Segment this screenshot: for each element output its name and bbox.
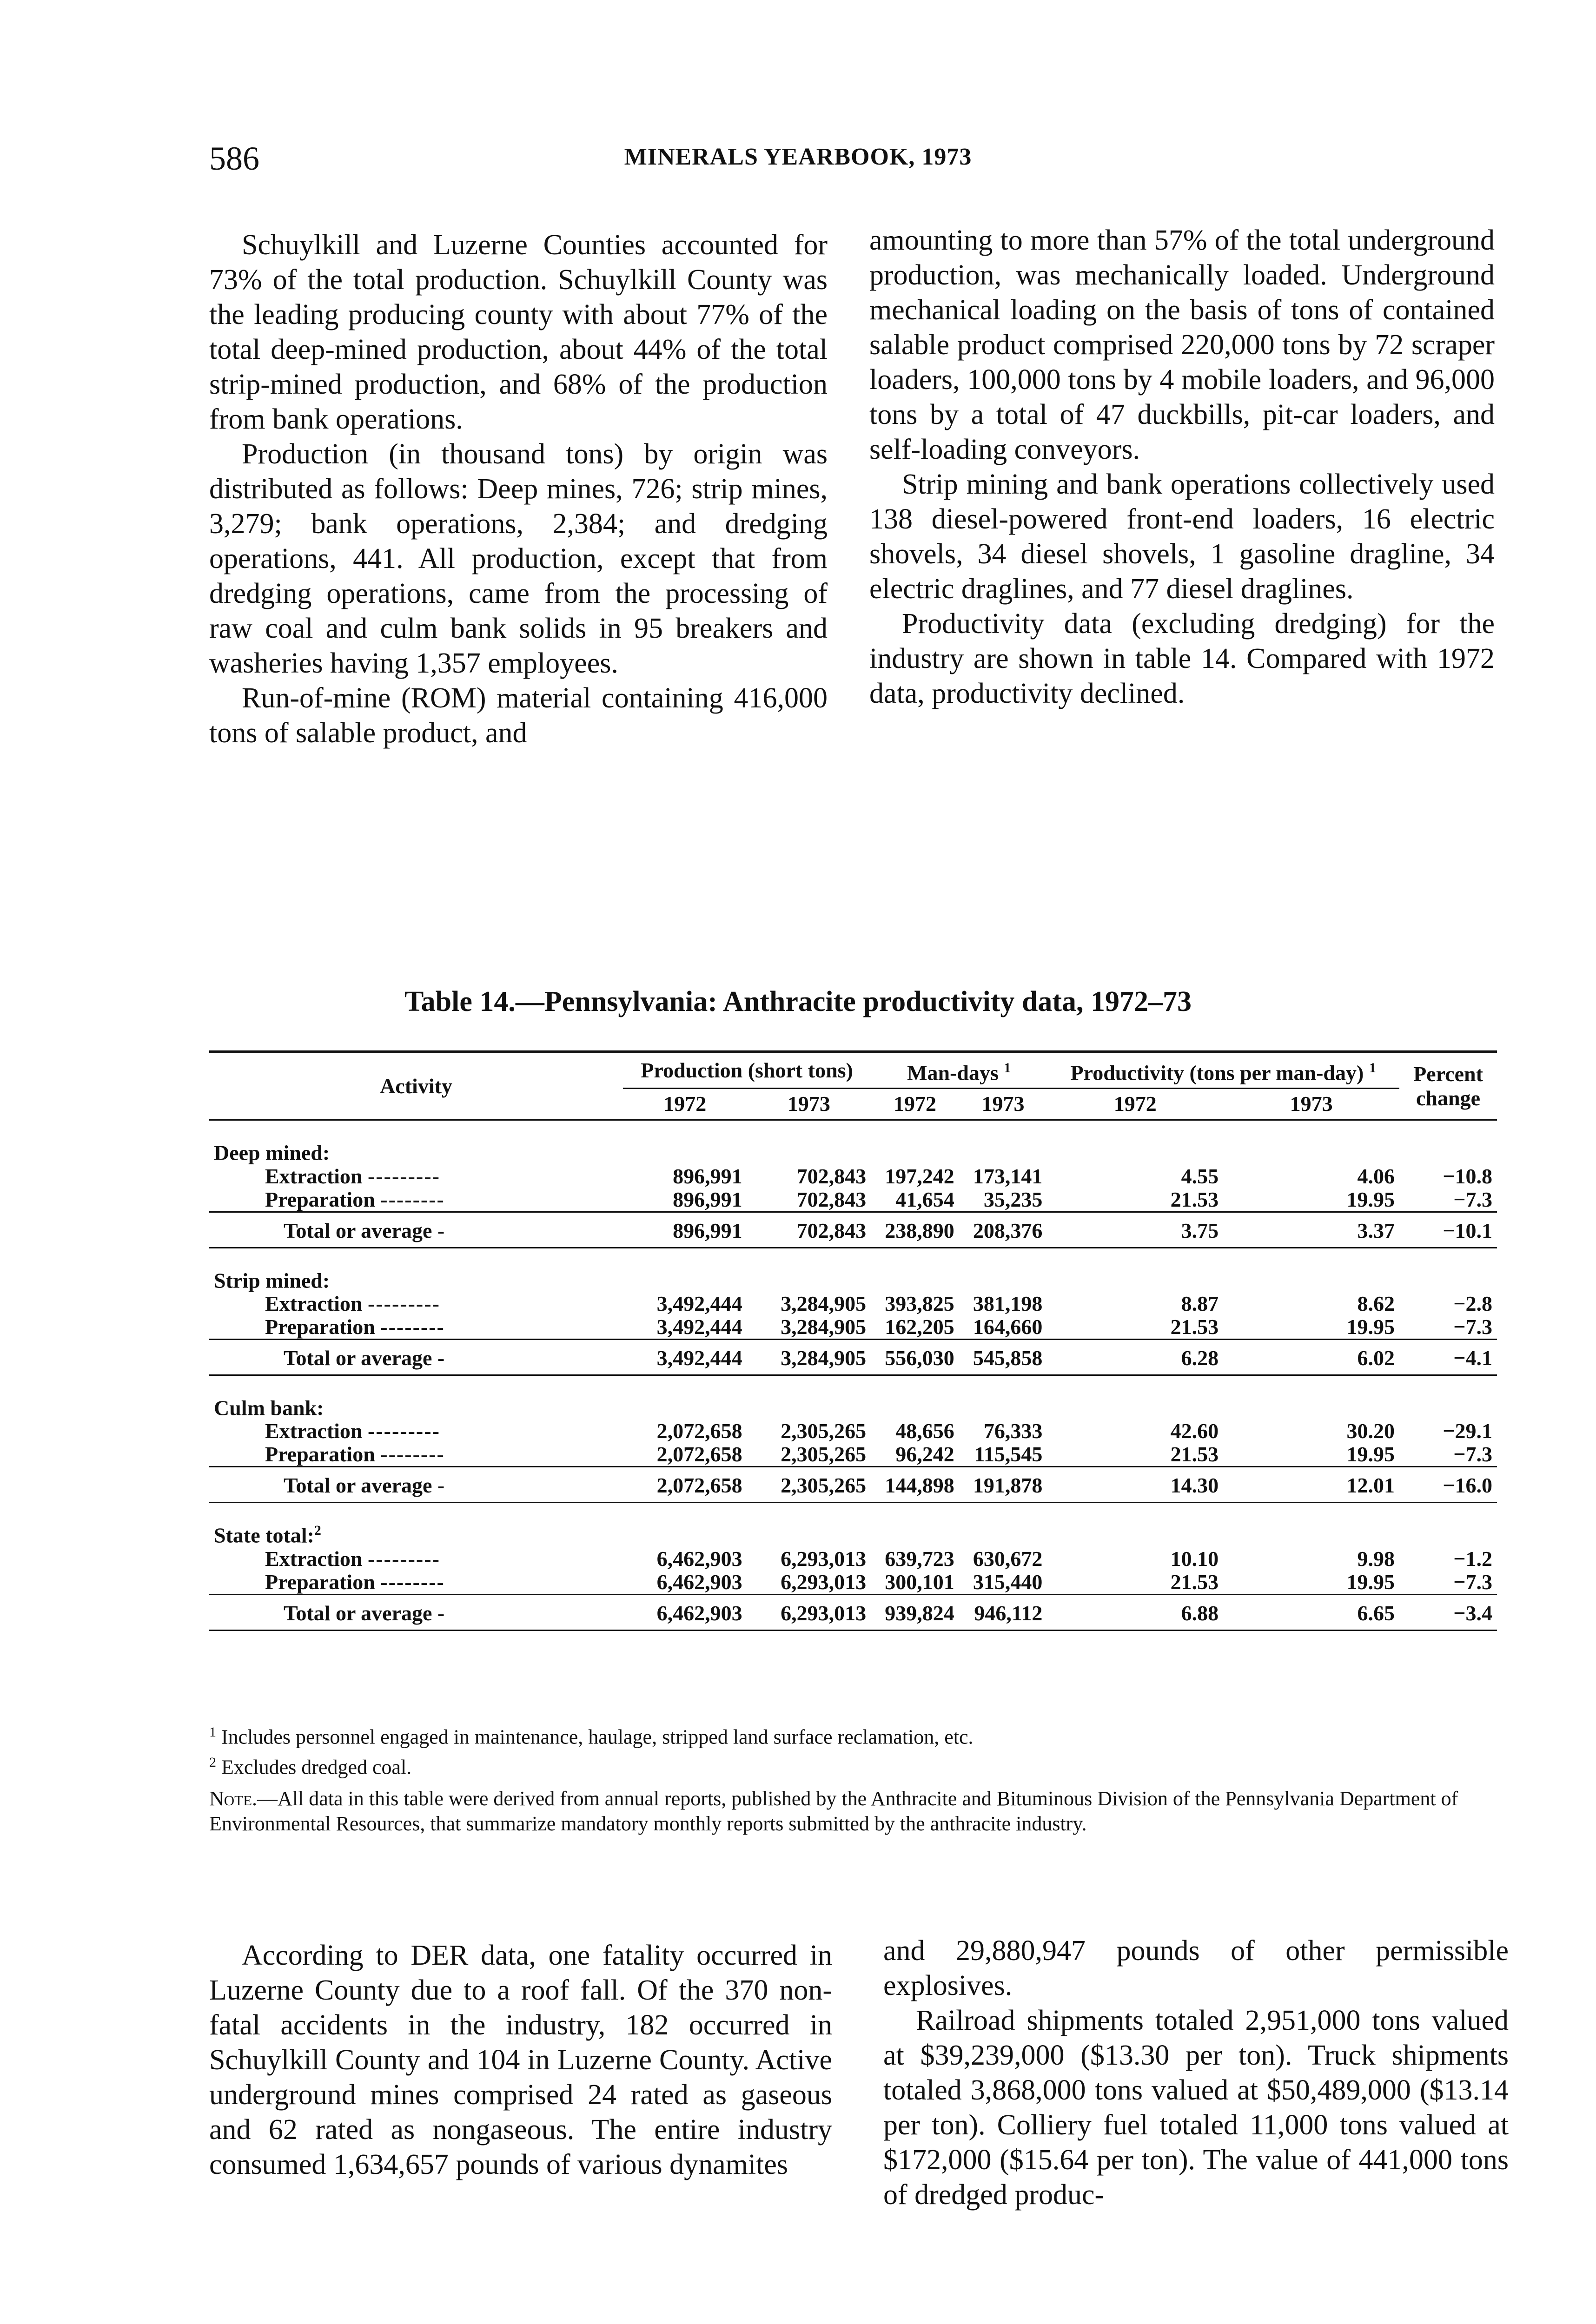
footnote-ref: 1 (1369, 1060, 1376, 1076)
table-cell: 21.53 (1170, 1570, 1219, 1594)
table-cell: 2,305,265 (781, 1419, 867, 1443)
paragraph: amounting to more than 57% of the total underground production, was mechanically loaded. Underground mechanical loading on the basis of tons of contained salable product comprised 220,000 tons by 72 scraper loaders, 100,000 tons by 4 mobile loaders, and 96,000 tons by a total of 47 duckbills, pit-car loaders, and self-loading conveyors. (869, 224, 1495, 465)
footnote (209, 1720, 1506, 1750)
table-cell: 21.53 (1170, 1187, 1219, 1211)
header-year: 1973 (981, 1092, 1025, 1116)
table-cell: 9.98 (1357, 1546, 1395, 1571)
row-label (209, 1547, 623, 1571)
table-row (209, 1443, 1497, 1467)
table-cell: 6,462,903 (623, 1594, 747, 1630)
table-cell: −7.3 (1453, 1442, 1492, 1466)
table-cell: 556,030 (871, 1339, 959, 1375)
table-cell: 173,141 (973, 1164, 1043, 1188)
leader-dots: --------- (368, 1419, 440, 1443)
table-cell: 896,991 (673, 1187, 742, 1211)
table-cell: 3.37 (1223, 1212, 1399, 1248)
leader-dots: -------- (380, 1187, 445, 1211)
table-cell: 630,672 (973, 1546, 1043, 1571)
table-cell: 896,991 (623, 1212, 747, 1248)
leader-dots: --------- (368, 1546, 440, 1571)
total-label (209, 1594, 623, 1630)
group-label (209, 1120, 1497, 1164)
table-row (209, 1547, 1497, 1571)
table-row (209, 1165, 1497, 1188)
table-cell: 3.75 (1047, 1212, 1223, 1248)
table-body (209, 1120, 1497, 1630)
table-cell: 144,898 (871, 1467, 959, 1503)
table-cell: 238,890 (871, 1212, 959, 1248)
table-cell: 939,824 (871, 1594, 959, 1630)
table-cell: 6,293,013 (747, 1594, 871, 1630)
row-label-text: Extraction (265, 1546, 363, 1571)
header-activity: Activity (380, 1074, 452, 1098)
table-cell: 946,112 (959, 1594, 1047, 1630)
table-cell: −10.1 (1399, 1212, 1497, 1248)
group-name: Strip mined: (214, 1268, 330, 1292)
row-label-text: Preparation (265, 1442, 375, 1466)
table-cell: 393,825 (885, 1291, 954, 1315)
table-cell: −7.3 (1453, 1314, 1492, 1339)
table-cell: 96,242 (895, 1442, 954, 1466)
total-label-text: Total or average (284, 1473, 432, 1498)
table-cell: −2.8 (1453, 1291, 1492, 1315)
table-cell: −7.3 (1453, 1570, 1492, 1594)
leader-dots: - (437, 1346, 446, 1370)
header-production: Production (short tons) (623, 1052, 871, 1089)
table-cell: 41,654 (895, 1187, 954, 1211)
right-column-bottom (883, 1934, 1509, 2212)
table-cell: 48,656 (895, 1419, 954, 1443)
table-cell: 6,462,903 (656, 1570, 742, 1594)
row-label-text: Preparation (265, 1570, 375, 1594)
row-label (209, 1419, 623, 1443)
group-name: State total: (214, 1523, 314, 1547)
table-cell: 164,660 (973, 1314, 1043, 1339)
table-cell: 19.95 (1346, 1442, 1395, 1466)
table-row (209, 1419, 1497, 1443)
note-text: —All data in this table were derived from annual reports, published by the Anthracite and Bituminous Division of the Pennsylvania Department of Environmental Resources, that summarize mandatory monthly reports submitted by the anthracite industry. (209, 1787, 1458, 1835)
group-row (209, 1503, 1497, 1547)
table-cell: 2,305,265 (747, 1467, 871, 1503)
table-cell: 3,492,444 (656, 1314, 742, 1339)
table-cell: 12.01 (1223, 1467, 1399, 1503)
table-cell: 6.28 (1047, 1339, 1223, 1375)
footnote-ref: 2 (314, 1523, 321, 1538)
table-cell: 3,284,905 (747, 1339, 871, 1375)
footnote-text: Excludes dredged coal. (221, 1756, 412, 1779)
row-label-text: Extraction (265, 1419, 363, 1443)
row-label (209, 1571, 623, 1595)
leader-dots: - (437, 1218, 446, 1242)
header-mandays (871, 1052, 1047, 1089)
header-mandays-label: Man-days (907, 1061, 999, 1085)
total-label-text: Total or average (284, 1346, 432, 1370)
table-row (209, 1188, 1497, 1212)
row-label-text: Preparation (265, 1314, 375, 1339)
table-cell: 14.30 (1047, 1467, 1223, 1503)
total-label (209, 1339, 623, 1375)
group-row (209, 1375, 1497, 1419)
paragraph: Run-of-mine (ROM) material containing 416,000 tons of salable product, and (209, 682, 828, 749)
table-cell: 19.95 (1346, 1187, 1395, 1211)
table-cell: 545,858 (959, 1339, 1047, 1375)
left-column-top (209, 228, 828, 751)
table-title: Table 14.—Pennsylvania: Anthracite productivity data, 1972–73 (404, 986, 1192, 1017)
total-label (209, 1212, 623, 1248)
table-note (209, 1786, 1506, 1836)
table-cell: 6.88 (1047, 1594, 1223, 1630)
table-cell: 381,198 (973, 1291, 1043, 1315)
table-cell: 21.53 (1170, 1314, 1219, 1339)
footnote (209, 1750, 1506, 1780)
table-cell: 21.53 (1170, 1442, 1219, 1466)
total-row (209, 1339, 1497, 1375)
table-row (209, 1315, 1497, 1340)
row-label (209, 1443, 623, 1467)
header-year: 1973 (1290, 1092, 1333, 1116)
table-cell: 702,843 (796, 1164, 867, 1188)
right-column-top (869, 223, 1495, 711)
row-label (209, 1165, 623, 1188)
row-label-text: Extraction (265, 1164, 363, 1188)
table-row (209, 1571, 1497, 1595)
footnote-text: Includes personnel engaged in maintenance, haulage, stripped land surface reclamation, etc. (221, 1725, 973, 1749)
group-row (209, 1120, 1497, 1164)
table-cell: 2,305,265 (781, 1442, 867, 1466)
table-cell: 2,072,658 (656, 1419, 742, 1443)
table-cell: 30.20 (1346, 1419, 1395, 1443)
header-productivity (1047, 1052, 1399, 1089)
table-cell: 3,492,444 (656, 1291, 742, 1315)
table-cell: 300,101 (885, 1570, 954, 1594)
running-title: MINERALS YEARBOOK, 1973 (624, 144, 972, 170)
table-cell: 6.02 (1223, 1339, 1399, 1375)
table-cell: 3,284,905 (781, 1314, 867, 1339)
table-cell: 115,545 (974, 1442, 1043, 1466)
table-cell: 6,293,013 (781, 1546, 867, 1571)
total-label-text: Total or average (284, 1218, 432, 1242)
table-cell: 896,991 (673, 1164, 742, 1188)
group-name: Culm bank: (214, 1396, 324, 1420)
table-cell: −4.1 (1399, 1339, 1497, 1375)
paragraph: According to DER data, one fatality occurred in Luzerne County due to a roof fall. Of the 370 non-fatal accidents in the industry, 182 occurred in Schuylkill County and 104 in Luzerne County. Active underground mines comprised 24 rated as gaseous and 62 rated as nongaseous. The entire industry consumed 1,634,657 pounds of various dynamites (209, 1940, 832, 2180)
table-cell: 639,723 (885, 1546, 954, 1571)
table-cell: −1.2 (1453, 1546, 1492, 1571)
header-percent-change: Percent change (1413, 1062, 1483, 1110)
total-label (209, 1467, 623, 1503)
group-label (209, 1503, 1497, 1547)
header-year: 1972 (1113, 1092, 1157, 1116)
table-notes (209, 1720, 1506, 1836)
table-cell: 315,440 (973, 1570, 1043, 1594)
table-cell: 197,242 (885, 1164, 954, 1188)
row-label-text: Preparation (265, 1187, 375, 1211)
header-year: 1972 (663, 1092, 707, 1116)
productivity-table (209, 1050, 1497, 1631)
table-row (209, 1292, 1497, 1315)
total-row (209, 1212, 1497, 1248)
leader-dots: - (437, 1601, 446, 1625)
footnote-mark: 1 (209, 1724, 216, 1740)
header-year: 1973 (787, 1092, 830, 1116)
paragraph: Schuylkill and Luzerne Counties accounted for 73% of the total production. Schuylkill County was the leading producing county with about 77% of the total deep-mined production, about 44% of the total strip-mined production, and 68% of the production from bank operations. (209, 229, 828, 435)
leader-dots: --------- (368, 1291, 440, 1315)
leader-dots: -------- (380, 1570, 445, 1594)
table-cell: 8.87 (1181, 1291, 1219, 1315)
row-label (209, 1188, 623, 1212)
table-cell: −3.4 (1399, 1594, 1497, 1630)
left-column-bottom (209, 1938, 832, 2182)
table-cell: 19.95 (1346, 1314, 1395, 1339)
table-cell: −7.3 (1453, 1187, 1492, 1211)
total-label-text: Total or average (284, 1601, 432, 1625)
header-productivity-label: Productivity (tons per man-day) (1070, 1061, 1364, 1085)
group-label (209, 1375, 1497, 1419)
table-cell: −16.0 (1399, 1467, 1497, 1503)
paragraph: Productivity data (excluding dredging) for the industry are shown in table 14. Compared with 1972 data, productivity declined. (869, 608, 1495, 709)
table-cell: −10.8 (1443, 1164, 1492, 1188)
table-cell: −29.1 (1443, 1419, 1492, 1443)
table-cell: 4.06 (1357, 1164, 1395, 1188)
table-cell: 191,878 (959, 1467, 1047, 1503)
page-number: 586 (209, 140, 259, 177)
leader-dots: --------- (368, 1164, 440, 1188)
leader-dots: -------- (380, 1442, 445, 1466)
row-label (209, 1292, 623, 1315)
table-cell: 35,235 (983, 1187, 1043, 1211)
table-cell: 6,462,903 (656, 1546, 742, 1571)
table-cell: 6,293,013 (781, 1570, 867, 1594)
table-cell: 4.55 (1181, 1164, 1219, 1188)
paragraph: Production (in thousand tons) by origin was distributed as follows: Deep mines, 726; strip mines, 3,279; bank operations, 2,384; and dredging operations, 441. All production, except that from dredging operations, came from the processing of raw coal and culm bank solids in 95 breakers and washeries having 1,357 employees. (209, 438, 828, 679)
group-row (209, 1248, 1497, 1292)
table-cell: 702,843 (747, 1212, 871, 1248)
group-label (209, 1248, 1497, 1292)
header-year: 1972 (893, 1092, 936, 1116)
total-row (209, 1467, 1497, 1503)
footnote-ref: 1 (1004, 1060, 1011, 1076)
footnote-mark: 2 (209, 1754, 216, 1770)
table-cell: 19.95 (1346, 1570, 1395, 1594)
paragraph: and 29,880,947 pounds of other permissible explosives. (883, 1935, 1509, 2001)
table-cell: 3,284,905 (781, 1291, 867, 1315)
table-cell: 8.62 (1357, 1291, 1395, 1315)
leader-dots: - (437, 1473, 446, 1498)
table-cell: 702,843 (796, 1187, 867, 1211)
table-cell: 6.65 (1223, 1594, 1399, 1630)
table-cell: 2,072,658 (623, 1467, 747, 1503)
table-cell: 10.10 (1170, 1546, 1219, 1571)
table-cell: 76,333 (983, 1419, 1043, 1443)
table-cell: 208,376 (959, 1212, 1047, 1248)
table-cell: 162,205 (885, 1314, 954, 1339)
leader-dots: -------- (380, 1314, 445, 1339)
row-label-text: Extraction (265, 1291, 363, 1315)
note-label: Note. (209, 1787, 258, 1810)
total-row (209, 1594, 1497, 1630)
paragraph: Railroad shipments totaled 2,951,000 tons valued at $39,239,000 ($13.30 per ton). Truck shipments totaled 3,868,000 tons valued at $50,489,000 ($13.14 per ton). Colliery fuel totaled 11,000 tons valued at $172,000 ($15.64 per ton). The value of 441,000 tons of dredged produc- (883, 2005, 1509, 2211)
table-cell: 3,492,444 (623, 1339, 747, 1375)
group-name: Deep mined: (214, 1141, 330, 1165)
table-cell: 2,072,658 (656, 1442, 742, 1466)
table-cell: 42.60 (1170, 1419, 1219, 1443)
row-label (209, 1315, 623, 1340)
paragraph: Strip mining and bank operations collectively used 138 diesel-powered front-end loaders, 16 electric shovels, 34 diesel shovels, 1 gasoline dragline, 34 electric draglines, and 77 diesel draglines. (869, 469, 1495, 605)
